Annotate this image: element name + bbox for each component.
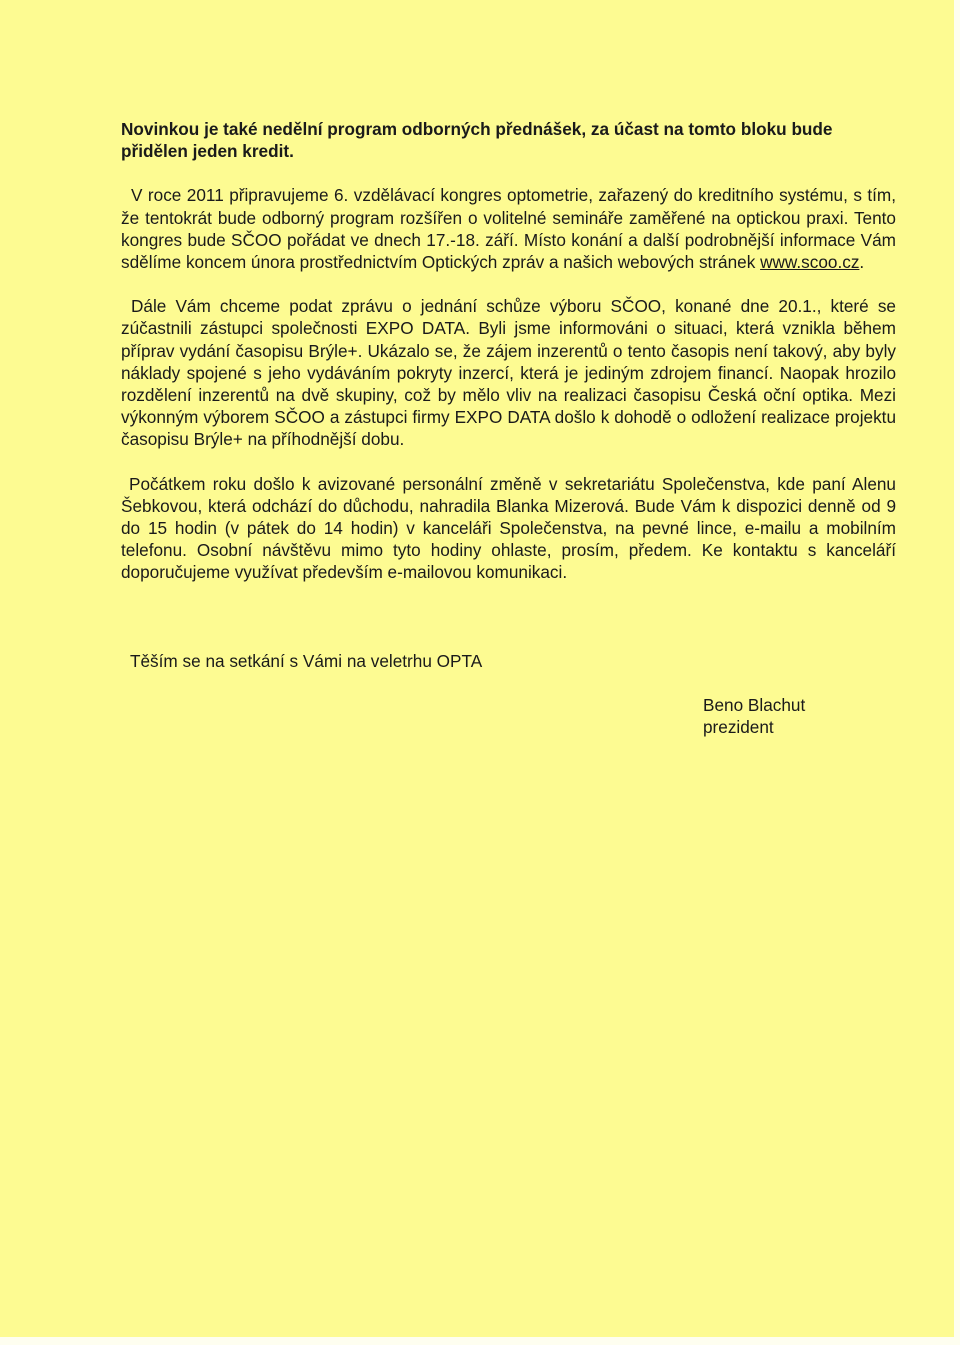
signatory-name: Beno Blachut	[703, 695, 806, 715]
scan-edge-bottom	[0, 1337, 960, 1345]
secretariat-paragraph: Počátkem roku došlo k avizované personální změně v sekretariátu Společenstva, kde paní Alenu Šebkovou, která odchází do důchodu, nahradila Blanka Mizerová. Bude Vám k dispozici denně od 9 do 15 hodin (v pátek do 14 hodin) v kanceláři Společenstva, na pevné lince, e-mailu a mobilním telefonu. Osobní návštěvu mimo tyto hodiny ohlaste, prosím, předem. Ke kontaktu s kanceláří doporučujeme využívat především e-mailovou komunikaci.	[121, 473, 896, 583]
congress-text: V roce 2011 připravujeme 6. vzdělávací kongres optometrie, zařazený do kreditního systému, s tím, že tentokrát bude odborný program rozšířen o volitelné semináře zaměřené na optickou praxi. Tento kongres bude SČOO pořádat ve dnech 17.-18. září. Místo konání a další podrobnější informace Vám sdělíme koncem února prostřednictvím Optických zpráv a našich webových stránek	[121, 185, 896, 273]
scan-edge-right	[954, 0, 960, 1345]
lead-paragraph: Novinkou je také nedělní program odborných přednášek, za účast na tomto bloku bude přidělen jeden kredit.	[121, 119, 833, 162]
committee-paragraph: Dále Vám chceme podat zprávu o jednání schůze výboru SČOO, konané dne 20.1., které se zúčastnili zástupci společnosti EXPO DATA. Byli jsme informováni o situaci, která vznikla během příprav vydání časopisu Brýle+. Ukázalo se, že zájem inzerentů o tento časopis není takový, aby byly náklady spojené s jeho vydáváním pokryty inzercí, která je jediným zdrojem financí. Naopak hrozilo rozdělení inzerentů na dvě skupiny, což by mělo vliv na realizaci časopisu Česká oční optika. Mezi výkonným výborem SČOO a zástupci firmy EXPO DATA došlo k dohodě o odložení realizace projektu časopisu Brýle+ na příhodnější dobu.	[121, 296, 896, 450]
website-link[interactable]: www.scoo.cz	[760, 252, 860, 273]
signatory-title: prezident	[703, 717, 774, 737]
congress-text-end: .	[859, 252, 865, 273]
signature-block	[703, 694, 805, 738]
congress-paragraph	[121, 184, 896, 273]
closing-line: Těším se na setkání s Vámi na veletrhu OPTA	[130, 651, 483, 671]
letter-body	[121, 118, 896, 584]
